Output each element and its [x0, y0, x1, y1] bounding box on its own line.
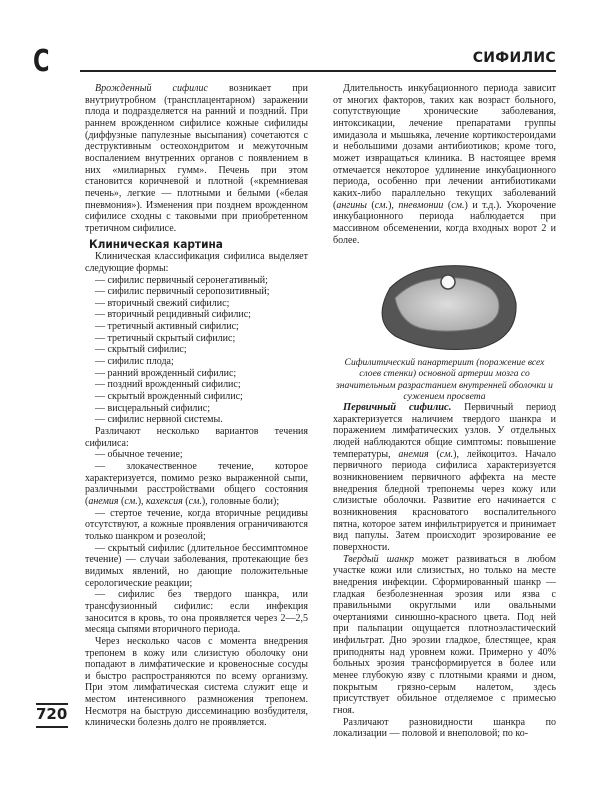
- text-run: ) и т.д.). Укорочение инкубационного периода наблюдается при массивном обсеменении, когда входных ворот 2 и более.: [333, 199, 556, 246]
- page-number: 720: [36, 705, 68, 723]
- text-run: (: [428, 448, 440, 460]
- text-run: Клиническая классификация сифилиса выделяет следующие формы:: [85, 251, 308, 274]
- list-item: [85, 309, 308, 321]
- page-number-rule-bottom: [36, 726, 68, 728]
- paragraph: [333, 717, 556, 740]
- paragraph: [333, 554, 556, 717]
- paragraph: [85, 543, 308, 590]
- italic-term: анемия: [398, 448, 429, 460]
- list-item: [85, 356, 308, 368]
- list-item: [85, 333, 308, 345]
- bold-term: Первичный сифилис.: [343, 402, 452, 413]
- list-item: [85, 298, 308, 310]
- italic-term: см.: [124, 495, 138, 507]
- text-run: — висцеральный сифилис;: [95, 402, 210, 414]
- list-item: [85, 414, 308, 426]
- text-run: ), головные боли);: [201, 495, 280, 507]
- text-run: (: [366, 199, 375, 211]
- header-rule: [80, 70, 556, 72]
- text-run: (: [118, 495, 125, 507]
- text-run: — третичный активный сифилис;: [95, 321, 239, 333]
- text-run: — обычное течение;: [95, 449, 183, 461]
- text-run: — сифилис первичный серопозитивный;: [95, 286, 270, 298]
- text-run: ), лейкоцитоз. Начало первичного периода сифилиса характеризуется возникновением первичного аффекта на месте внедрения бледной трепонемы через кожу или слизистые оболочки. Развитие его начинается с возникновения красноватого воспалительного пятна, которое затем инфильтрируется и принимает вид папулы. Затем происходит эрозирование ее поверхности.: [333, 448, 556, 553]
- paragraph: [333, 83, 556, 246]
- section-heading: [89, 236, 290, 251]
- italic-term: Врожденный сифилис: [95, 83, 208, 94]
- paragraph: [85, 426, 308, 449]
- text-run: Сифилитический панартериит (поражение всех слоев стенки) основной артерии мозга со значительным разрастанием внутренней оболочки и сужением просвета: [336, 357, 553, 402]
- text-run: — третичный скрытый сифилис;: [95, 332, 236, 344]
- text-run: возникает при внутриутробном (трансплацентарном) заражении плода и подразделяется на ранний и поздний. При раннем врожденном сифилисе кожные сифилиды (диффузные папулезные высыпания) сочетаются с деструктивным остеохондритом и межуточным воспалением внутренних органов с появлением в них «милиарных гумм». Печень при этом становится коричневой и плотной («кремниевая печень», легкие — плотными и белыми («белая пневмония»). Изменения при позднем врожденном сифилисе сходны с таковыми при приобретенном третичном сифилисе.: [85, 83, 309, 234]
- list-item: [85, 368, 308, 380]
- text-run: (: [182, 495, 189, 507]
- text-run: — ранний врожденный сифилис;: [95, 367, 237, 379]
- list-item: [85, 286, 308, 298]
- text-run: — стертое течение, когда вторичные рецидивы отсутствуют, а кожные проявления ограничиваются только шанкром и розеолой;: [85, 507, 308, 542]
- list-item: [85, 321, 308, 333]
- paragraph: [333, 402, 556, 554]
- paragraph: [85, 251, 308, 274]
- list-item: [85, 379, 308, 391]
- italic-term: пневмонии: [398, 199, 444, 211]
- text-run: ),: [137, 495, 147, 507]
- text-run: Различают разновидности шанкра по локализации — половой и внеполовой; по ко-: [333, 716, 556, 740]
- list-item: [85, 391, 308, 403]
- right-column: [333, 83, 556, 740]
- text-run: (: [443, 199, 452, 211]
- text-run: — сифилис плода;: [95, 356, 174, 368]
- text-run: — вторичный свежий сифилис;: [95, 297, 230, 309]
- left-column: [85, 83, 308, 729]
- text-run: — скрытый сифилис (длительное бессимптомное течение) — случаи заболевания, протекающие без видимых явлений, но дающие положительные серологические реакции;: [85, 542, 308, 589]
- artery-illustration: [333, 258, 556, 353]
- list-item: [85, 275, 308, 287]
- italic-term: см.: [451, 199, 465, 211]
- text-run: может развиваться в любом участке кожи или слизистых, но только на месте внедрения инфекции. Сформированный шанкр — гладкая безболезненная эрозия или язва с правильными округлыми или овальными очертаниями синюшно-красного цвета. Под ней при пальпации ощущается плотноэластический инфильтрат. Дно эрозии гладкое, блестящее, края приподняты над уровнем кожи. Примерно у 40% больных эрозия трансформируется в более или менее глубокую язву с плотными краями и дном, покрытым грязно-серым налетом, здесь присутствует обильное отделяемое с примесью гноя.: [333, 553, 556, 717]
- text-run: Длительность инкубационного периода зависит от многих факторов, таких как возраст больного, сопутствующие хронические заболевания, интоксикации, лечение препаратами группы имидазола и мышьяка, лечение кортикостероидами и небольшими дозами антибиотиков; кроме того, может извращаться клиника. В настоящее время отмечается некоторое удлинение инкубационного периода, особенно при лечении антибиотиками каких-либо параллельно текущих заболеваний (: [333, 83, 556, 211]
- paragraph: [85, 461, 308, 508]
- text-run: — злокачественное течение, которое характеризуется, помимо резко выраженной сыпи, различными расстройствами общего состояния (: [85, 461, 308, 507]
- italic-term: см.: [439, 448, 454, 460]
- text-run: Через несколько часов с момента внедрения трепонем в кожу или слизистую оболочку они попадают в лимфатические и кровеносные сосуды и быстро распространяются по всему организму. При этом лимфатическая система служит еще и местом интенсивного размножения трепонем. Несмотря на быструю диссеминацию возбудителя, клинически болезнь долго не проявляется.: [85, 635, 308, 729]
- italic-term: см.: [374, 199, 389, 211]
- paragraph: [85, 449, 308, 461]
- paragraph: [85, 83, 308, 235]
- text-run: ),: [388, 199, 399, 211]
- italic-term: ангины: [336, 199, 367, 211]
- text-run: Первичный период характеризуется наличием твердого шанкра и поражением лимфатических узлов. У отдельных людей наблюдаются общие симптомы: повышение температуры,: [333, 402, 556, 460]
- text-run: — скрытый сифилис;: [95, 344, 187, 356]
- paragraph: [85, 636, 308, 729]
- text-run: — сифилис без твердого шанкра, или трансфузионный сифилис: если инфекция заносится в кровь, то она проявляется через 2—2,5 месяца сыпями вторичного периода.: [85, 589, 308, 636]
- text-run: — поздний врожденный сифилис;: [95, 379, 241, 391]
- list-item: [85, 403, 308, 415]
- text-run: — скрытый врожденный сифилис;: [95, 391, 243, 403]
- italic-term: см.: [188, 495, 202, 507]
- italic-term: кахексия: [146, 495, 183, 507]
- italic-term: Твердый шанкр: [343, 553, 414, 565]
- paragraph: [85, 508, 308, 543]
- figure-caption: [333, 357, 556, 402]
- section-letter: С: [33, 44, 50, 79]
- list-item: [85, 344, 308, 356]
- text-run: Различают несколько вариантов течения сифилиса:: [85, 426, 308, 449]
- text-run: — вторичный рецидивный сифилис;: [95, 309, 251, 321]
- text-run: Клиническая картина: [89, 236, 223, 251]
- italic-term: анемия: [88, 495, 119, 507]
- running-title: СИФИЛИС: [472, 50, 556, 66]
- text-run: — сифилис нервной системы.: [95, 414, 223, 426]
- text-run: — сифилис первичный серонегативный;: [95, 274, 268, 286]
- paragraph: [85, 589, 308, 636]
